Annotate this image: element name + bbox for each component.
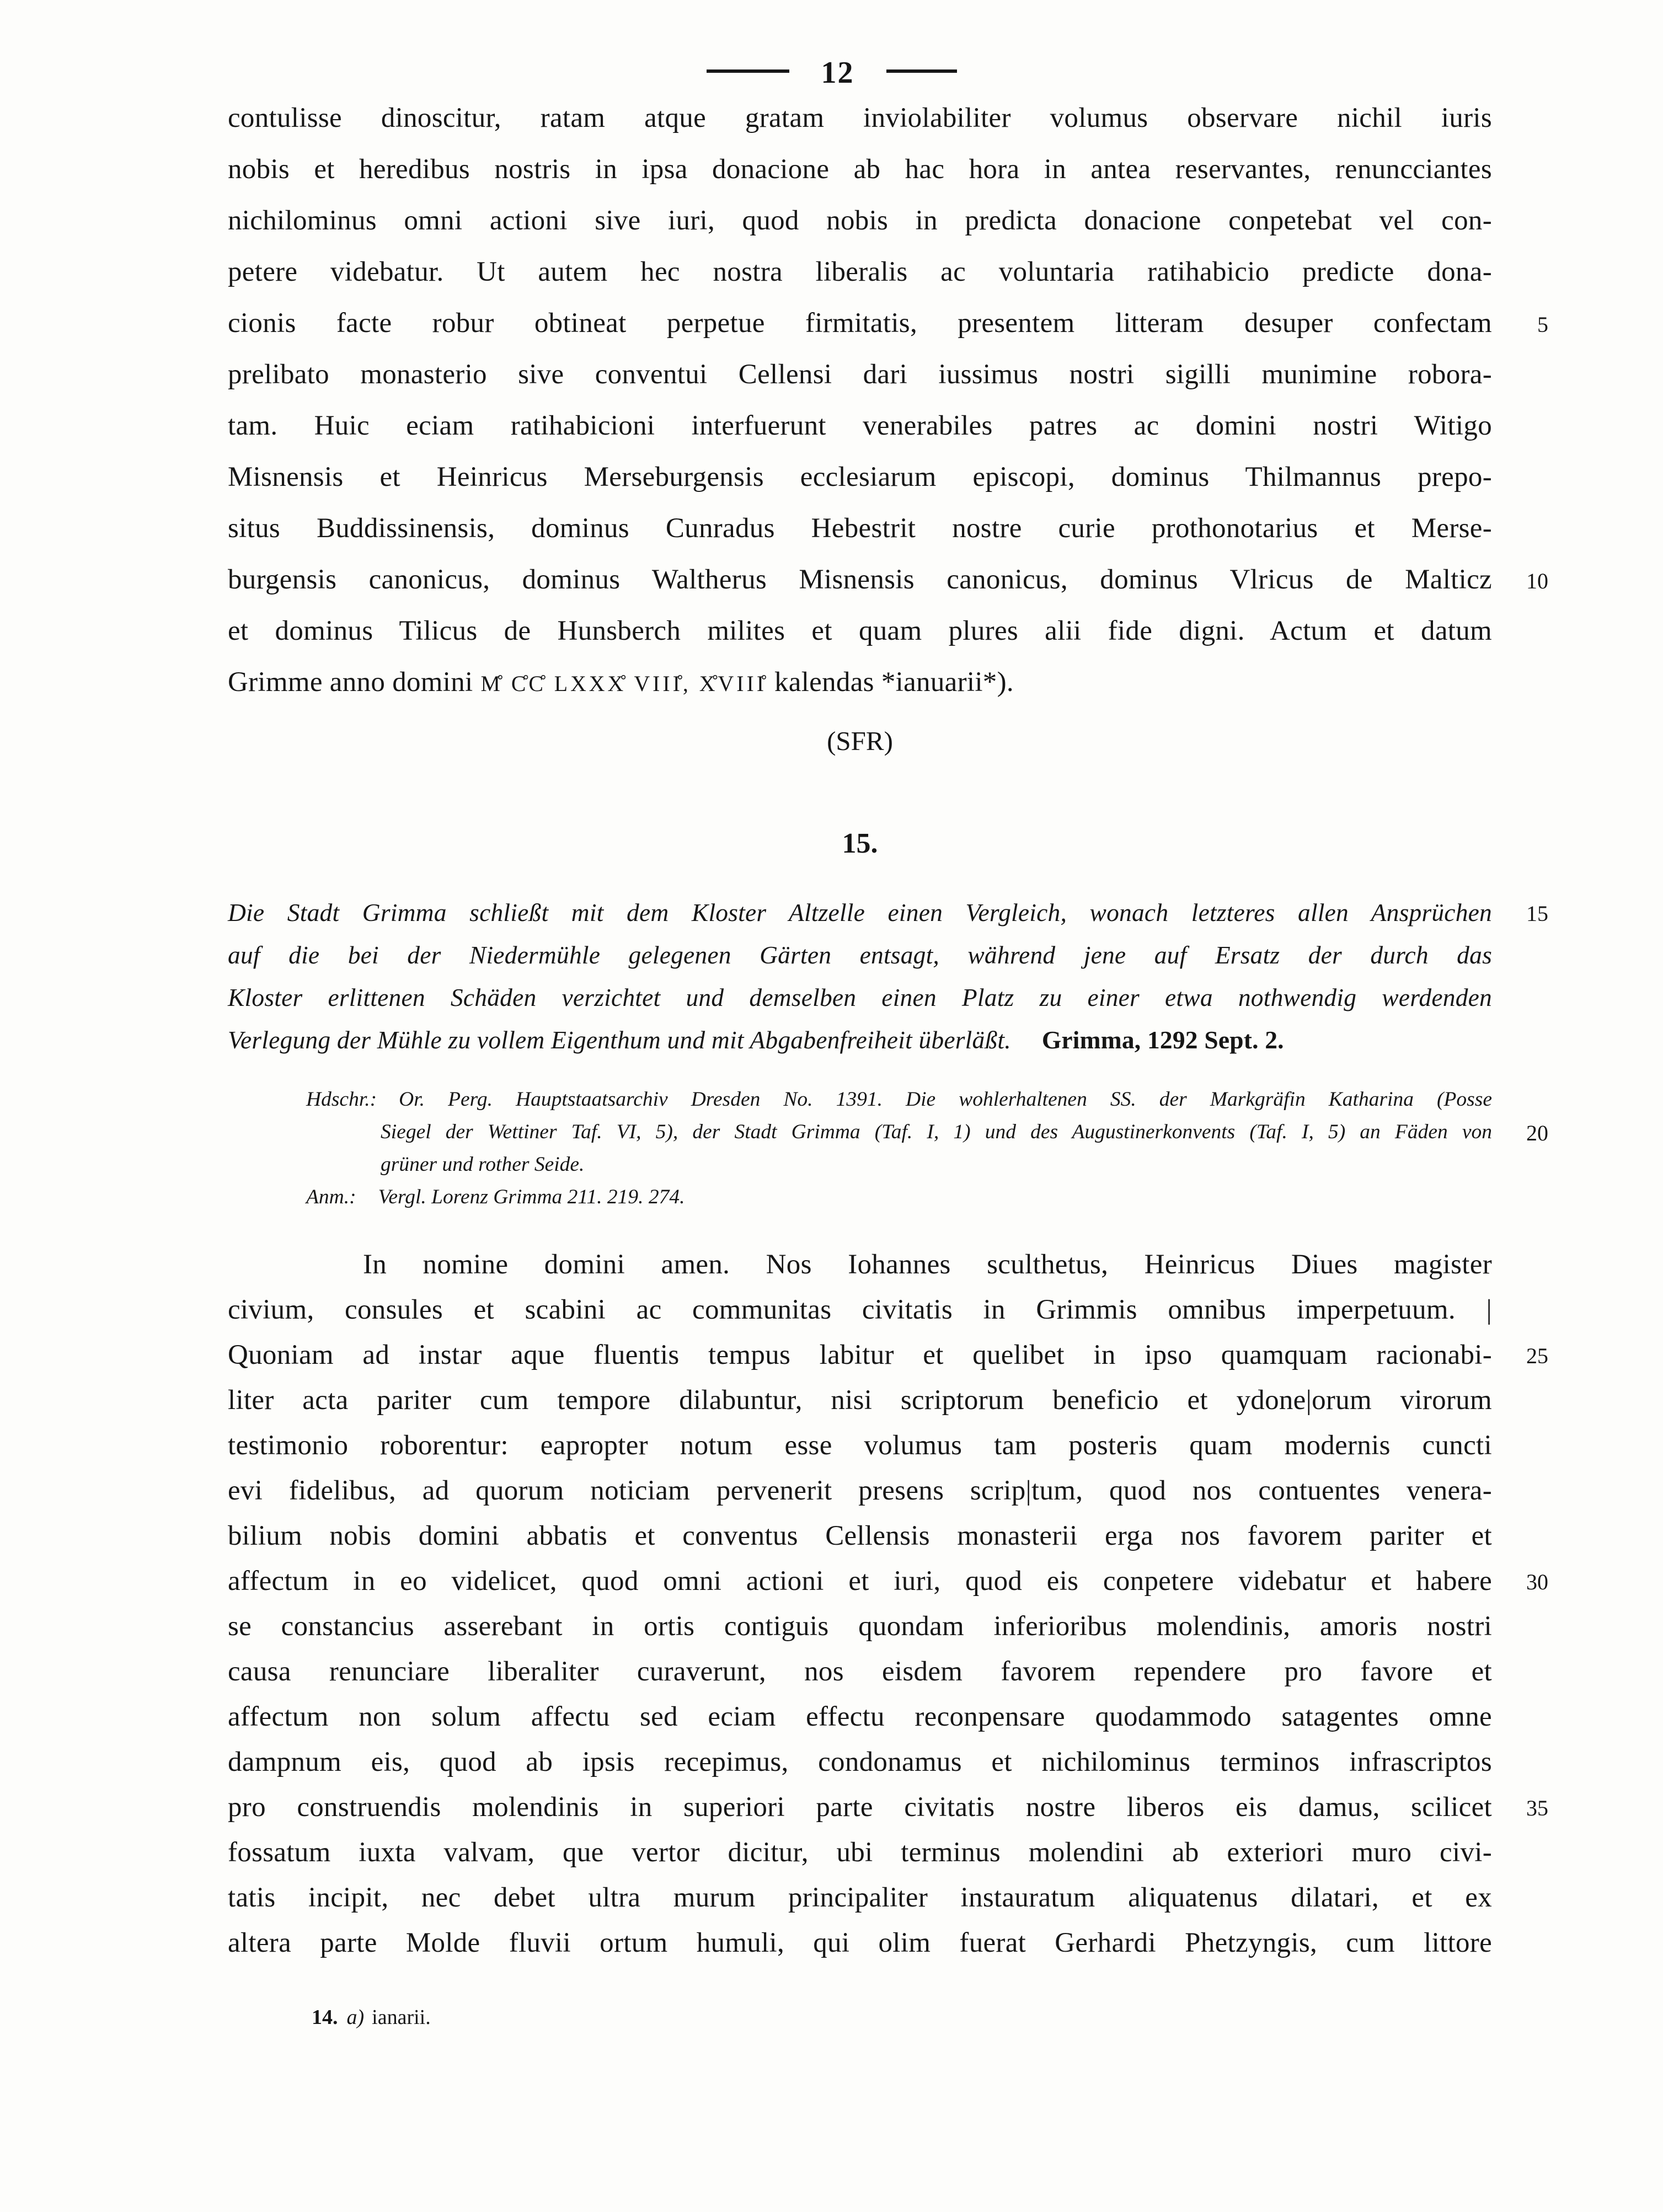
- text-line: [228, 1332, 1548, 1378]
- margin-line-number: 5: [1537, 312, 1548, 337]
- text-line: [228, 195, 1492, 247]
- text-line: [228, 1287, 1492, 1332]
- source-note-content: Or. Perg. Hauptstaatsarchiv Dresden No. 1391. Die wohlerhaltenen SS. der Markgräfin Katharina (Posse: [399, 1088, 1492, 1111]
- summary-line: [228, 934, 1492, 976]
- margin-line-number: 35: [1526, 1796, 1548, 1820]
- summary-line-content: Kloster erlittenen Schäden verzichtet und demselben einen Platz zu einer etwa nothwendig werdenden: [228, 983, 1492, 1011]
- header-rule-left: [707, 69, 789, 73]
- text-line-content: evi fidelibus, ad quorum noticiam pervenerit presens scrip|tum, quod nos contuentes venera-: [228, 1475, 1492, 1506]
- text-line-content: bilium nobis domini abbatis et conventus Cellensis monasterii erga nos favorem pariter et: [228, 1520, 1492, 1551]
- text-line: [228, 1378, 1492, 1423]
- charter-15-text: [228, 1242, 1548, 1965]
- text-line: [228, 1739, 1492, 1785]
- text-line: [228, 1785, 1548, 1830]
- footnote-variant-mark: a): [346, 2006, 365, 2029]
- margin-line-number: 20: [1526, 1121, 1548, 1145]
- text-line-content: affectum non solum affectu sed eciam effectu reconpensare quodammodo satagentes omne: [228, 1701, 1492, 1732]
- text-line: [228, 93, 1492, 144]
- text-line-content: causa renunciare liberaliter curaverunt, nos eisdem favorem rependere pro favore et: [228, 1656, 1492, 1687]
- margin-line-number: 25: [1526, 1343, 1548, 1368]
- text-line: [228, 1875, 1492, 1920]
- text-line: [228, 503, 1492, 554]
- footnote-number: 14.: [312, 2006, 338, 2029]
- charter-14-date-line: [228, 657, 1492, 710]
- text-line-content: dampnum eis, quod ab ipsis recepimus, condonamus et nichilominus terminos infrascriptos: [228, 1747, 1492, 1777]
- summary-last-line: [228, 1019, 1492, 1061]
- text-line-content: cionis facte robur obtineat perpetue firmitatis, presentem litteram desuper confectam: [228, 308, 1492, 339]
- annotation-line: [306, 1181, 1492, 1213]
- editor-signature: (SFR): [827, 726, 893, 756]
- annotation-content: Vergl. Lorenz Grimma 211. 219. 274.: [378, 1186, 685, 1208]
- header-rule-right: [886, 69, 957, 73]
- text-line: [228, 1920, 1492, 1965]
- roman-numeral-date: M̊ C̊C̊ LXXX̊ VIII̊, X̊VIII̊: [480, 672, 767, 696]
- source-note-line: [306, 1083, 1492, 1116]
- source-note-line: [381, 1148, 1492, 1181]
- text-line: [228, 554, 1548, 606]
- text-line-content: Misnensis et Heinricus Merseburgensis ecclesiarum episcopi, dominus Thilmannus prepo-: [228, 462, 1492, 492]
- text-line: [228, 1694, 1492, 1739]
- text-line: [228, 606, 1492, 657]
- summary-line-content: auf die bei der Niedermühle gelegenen Gärten entsagt, während jene auf Ersatz der durch das: [228, 941, 1492, 969]
- charter-14-text: [228, 93, 1548, 767]
- text-line-content: nobis et heredibus nostris in ipsa donacione ab hac hora in antea reservantes, renuncciantes: [228, 154, 1492, 185]
- charter-15-number: 15.: [842, 828, 878, 859]
- text-line: [228, 400, 1492, 452]
- text-line-content: Quoniam ad instar aque fluentis tempus labitur et quelibet in ipso quamquam racionabi-: [228, 1340, 1492, 1370]
- text-line-content: situs Buddissinensis, dominus Cunradus Hebestrit nostre curie prothonotarius et Merse-: [228, 513, 1492, 544]
- text-line-content: nichilominus omni actioni sive iuri, quod nobis in predicta donacione conpetebat vel con-: [228, 205, 1492, 236]
- footnote-text: ianarii.: [372, 2006, 431, 2029]
- text-line-content: liter acta pariter cum tempore dilabuntur, nisi scriptorum beneficio et ydone|orum virorum: [228, 1385, 1492, 1416]
- summary-line-content: Verlegung der Mühle zu vollem Eigenthum und mit Abgabenfreiheit überläßt.: [228, 1026, 1011, 1054]
- text-line: [228, 1830, 1492, 1875]
- text-line: [228, 1649, 1492, 1694]
- source-note-label: Hdschr.:: [306, 1088, 377, 1111]
- text-line-content: contulisse dinoscitur, ratam atque gratam inviolabiliter volumus observare nichil iuris: [228, 103, 1492, 133]
- text-line-content: prelibato monasterio sive conventui Cellensi dari iussimus nostri sigilli munimine robora-: [228, 359, 1492, 390]
- text-line-content: pro construendis molendinis in superiori parte civitatis nostre liberos eis damus, scilicet: [228, 1792, 1492, 1823]
- text-line: [228, 1423, 1492, 1468]
- text-line: [228, 1558, 1548, 1604]
- summary-line-content: Die Stadt Grimma schließt mit dem Kloster Altzelle einen Vergleich, wonach letzteres allen Ansprüchen: [228, 898, 1492, 926]
- text-column: [228, 93, 1548, 2031]
- annotation-label: Anm.:: [306, 1186, 356, 1208]
- margin-line-number: 15: [1526, 901, 1548, 926]
- source-note-content: grüner und rother Seide.: [381, 1153, 585, 1176]
- footnote: [312, 2004, 1492, 2031]
- summary-line: [228, 976, 1492, 1019]
- margin-line-number: 30: [1526, 1570, 1548, 1594]
- text-line: [228, 349, 1492, 400]
- source-note-content: Siegel der Wettiner Taf. VI, 5), der Stadt Grimma (Taf. I, 1) und des Augustinerkonvents (Taf. I, 5) an Fäden von: [381, 1121, 1492, 1143]
- text-line-content: affectum in eo videlicet, quod omni actioni et iuri, quod eis conpetere videbatur et habere: [228, 1566, 1492, 1597]
- text-line-content: altera parte Molde fluvii ortum humuli, qui olim fuerat Gerhardi Phetzyngis, cum littore: [228, 1927, 1492, 1958]
- date-line-prefix: Grimme anno domini: [228, 667, 473, 698]
- text-line-content: se constancius asserebant in ortis contiguis quondam inferioribus molendinis, amoris nostri: [228, 1611, 1492, 1642]
- text-line: [228, 247, 1492, 298]
- text-line-content: petere videbatur. Ut autem hec nostra liberalis ac voluntaria ratihabicio predicte dona-: [228, 256, 1492, 287]
- charter-date: Grimma, 1292 Sept. 2.: [1041, 1026, 1284, 1054]
- summary-line: [228, 891, 1548, 934]
- text-line-content: burgensis canonicus, dominus Waltherus Misnensis canonicus, dominus Vlricus de Malticz: [228, 564, 1492, 595]
- text-line: [363, 1242, 1492, 1287]
- margin-line-number: 10: [1526, 569, 1548, 593]
- date-line-suffix: kalendas *ianuarii*).: [774, 667, 1014, 698]
- text-line-content: testimonio roborentur: eapropter notum esse volumus tam posteris quam modernis cuncti: [228, 1430, 1492, 1461]
- text-line-content: fossatum iuxta valvam, que vertor dicitur, ubi terminus molendini ab exteriori muro civi-: [228, 1837, 1492, 1868]
- text-line-content: In nomine domini amen. Nos Iohannes sculthetus, Heinricus Diues magister: [363, 1249, 1492, 1280]
- text-line: [228, 144, 1492, 195]
- text-line-content: tam. Huic eciam ratihabicioni interfuerunt venerabiles patres ac domini nostri Witigo: [228, 410, 1492, 441]
- text-line: [228, 1468, 1492, 1513]
- text-line: [228, 452, 1492, 503]
- text-line: [228, 1604, 1492, 1649]
- text-line: [228, 298, 1548, 349]
- text-line-content: tatis incipit, nec debet ultra murum principaliter instauratum aliquatenus dilatari, et ex: [228, 1882, 1492, 1913]
- text-line-content: civium, consules et scabini ac communitas civitatis in Grimmis omnibus imperpetuum. |: [228, 1294, 1492, 1325]
- text-line-content: et dominus Tilicus de Hunsberch milites et quam plures alii fide digni. Actum et datum: [228, 615, 1492, 646]
- text-line: [228, 1513, 1492, 1558]
- page-number: 12: [821, 56, 854, 90]
- charter-15-summary: [228, 891, 1548, 1061]
- page-header: [0, 55, 1663, 90]
- source-note-line: [381, 1116, 1548, 1148]
- source-note-block: [228, 1083, 1548, 1213]
